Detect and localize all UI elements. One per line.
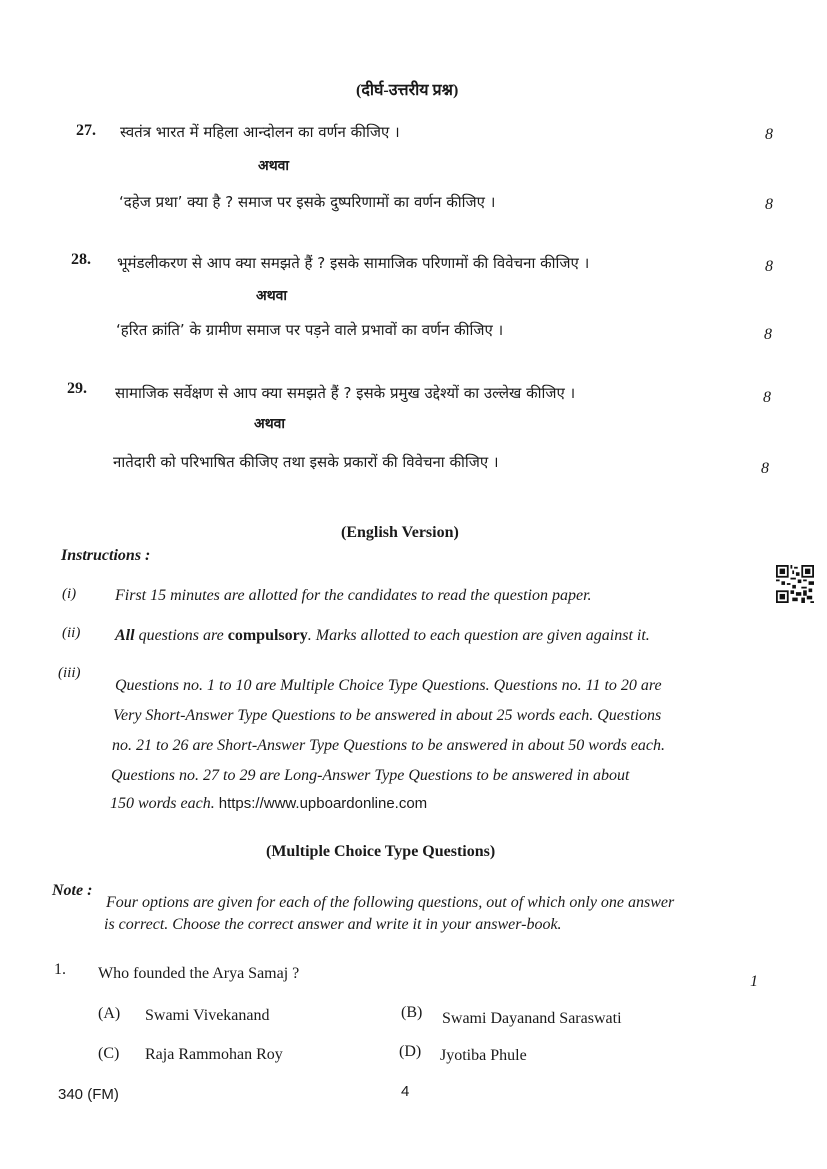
instruction-label: (i) xyxy=(62,586,77,602)
instruction-label: (ii) xyxy=(62,625,81,641)
website-link[interactable]: https://www.upboardonline.com xyxy=(218,795,428,812)
option-label: (B) xyxy=(401,1004,423,1021)
alternate-question-marks: 8 xyxy=(764,326,772,343)
question-marks: 8 xyxy=(765,126,773,143)
emphasis-all: All xyxy=(115,627,135,644)
question-marks: 8 xyxy=(763,389,771,406)
question-text: सामाजिक सर्वेक्षण से आप क्या समझते हैं ? इसके प्रमुख उद्देश्यों का उल्लेख कीजिए । xyxy=(115,384,576,402)
alternate-question-marks: 8 xyxy=(761,460,769,477)
paper-code: 340 (FM) xyxy=(58,1086,119,1103)
instructions-title: Instructions : xyxy=(61,547,151,564)
emphasis-compulsory: compulsory xyxy=(227,627,308,644)
option-label: (D) xyxy=(399,1043,422,1060)
alternate-question-text: ‘हरित क्रांति’ के ग्रामीण समाज पर पड़ने वाले प्रभावों का वर्णन कीजिए । xyxy=(116,321,504,339)
option-text: Swami Dayanand Saraswati xyxy=(442,1010,622,1027)
page-number: 4 xyxy=(401,1083,410,1100)
option-label: (A) xyxy=(98,1005,121,1022)
instruction-line: Questions no. 1 to 10 are Multiple Choice Type Questions. Questions no. 11 to 20 are xyxy=(115,677,662,694)
question-text: स्वतंत्र भारत में महिला आन्दोलन का वर्णन कीजिए । xyxy=(120,123,400,141)
alternate-question-marks: 8 xyxy=(765,196,773,213)
instruction-text-part: . Marks allotted to each question are given against it. xyxy=(307,627,650,644)
instruction-label: (iii) xyxy=(58,665,81,681)
note-line: is correct. Choose the correct answer and write it in your answer-book. xyxy=(104,916,562,933)
or-label: अथवा xyxy=(256,288,288,304)
question-text: भूमंडलीकरण से आप क्या समझते हैं ? इसके सामाजिक परिणामों की विवेचना कीजिए । xyxy=(117,254,590,272)
instruction-text-part: questions are xyxy=(134,627,228,644)
mcq-heading: (Multiple Choice Type Questions) xyxy=(266,843,496,860)
qr-code-icon xyxy=(776,565,814,603)
long-answer-heading: (दीर्घ-उत्तरीय प्रश्न) xyxy=(356,82,459,99)
instruction-text: First 15 minutes are allotted for the candidates to read the question paper. xyxy=(115,587,592,604)
alternate-question-text: नातेदारी को परिभाषित कीजिए तथा इसके प्रकारों की विवेचना कीजिए । xyxy=(113,453,499,471)
or-label: अथवा xyxy=(258,158,290,174)
question-marks: 1 xyxy=(750,973,758,990)
question-text: Who founded the Arya Samaj ? xyxy=(98,965,300,982)
question-number: 29. xyxy=(67,380,87,397)
instruction-text xyxy=(115,627,650,645)
option-text: Swami Vivekanand xyxy=(145,1007,270,1024)
instruction-line xyxy=(110,795,427,813)
option-label: (C) xyxy=(98,1045,120,1062)
instruction-line: Very Short-Answer Type Questions to be answered in about 25 words each. Questions xyxy=(113,707,662,724)
question-number: 28. xyxy=(71,251,91,268)
or-label: अथवा xyxy=(254,416,286,432)
question-number: 1. xyxy=(54,961,66,978)
instruction-line: no. 21 to 26 are Short-Answer Type Questions to be answered in about 50 words each. xyxy=(112,737,665,754)
alternate-question-text: ‘दहेज प्रथा’ क्या है ? समाज पर इसके दुष्परिणामों का वर्णन कीजिए । xyxy=(119,193,496,211)
instruction-line-end: 150 words each. xyxy=(110,795,215,812)
question-number: 27. xyxy=(76,122,96,139)
question-marks: 8 xyxy=(765,258,773,275)
note-label: Note : xyxy=(52,882,93,899)
note-line: Four options are given for each of the following questions, out of which only one answer xyxy=(106,894,675,911)
english-version-heading: (English Version) xyxy=(341,524,459,541)
option-text: Jyotiba Phule xyxy=(440,1047,527,1064)
option-text: Raja Rammohan Roy xyxy=(145,1046,283,1063)
instruction-line: Questions no. 27 to 29 are Long-Answer Type Questions to be answered in about xyxy=(111,767,630,784)
